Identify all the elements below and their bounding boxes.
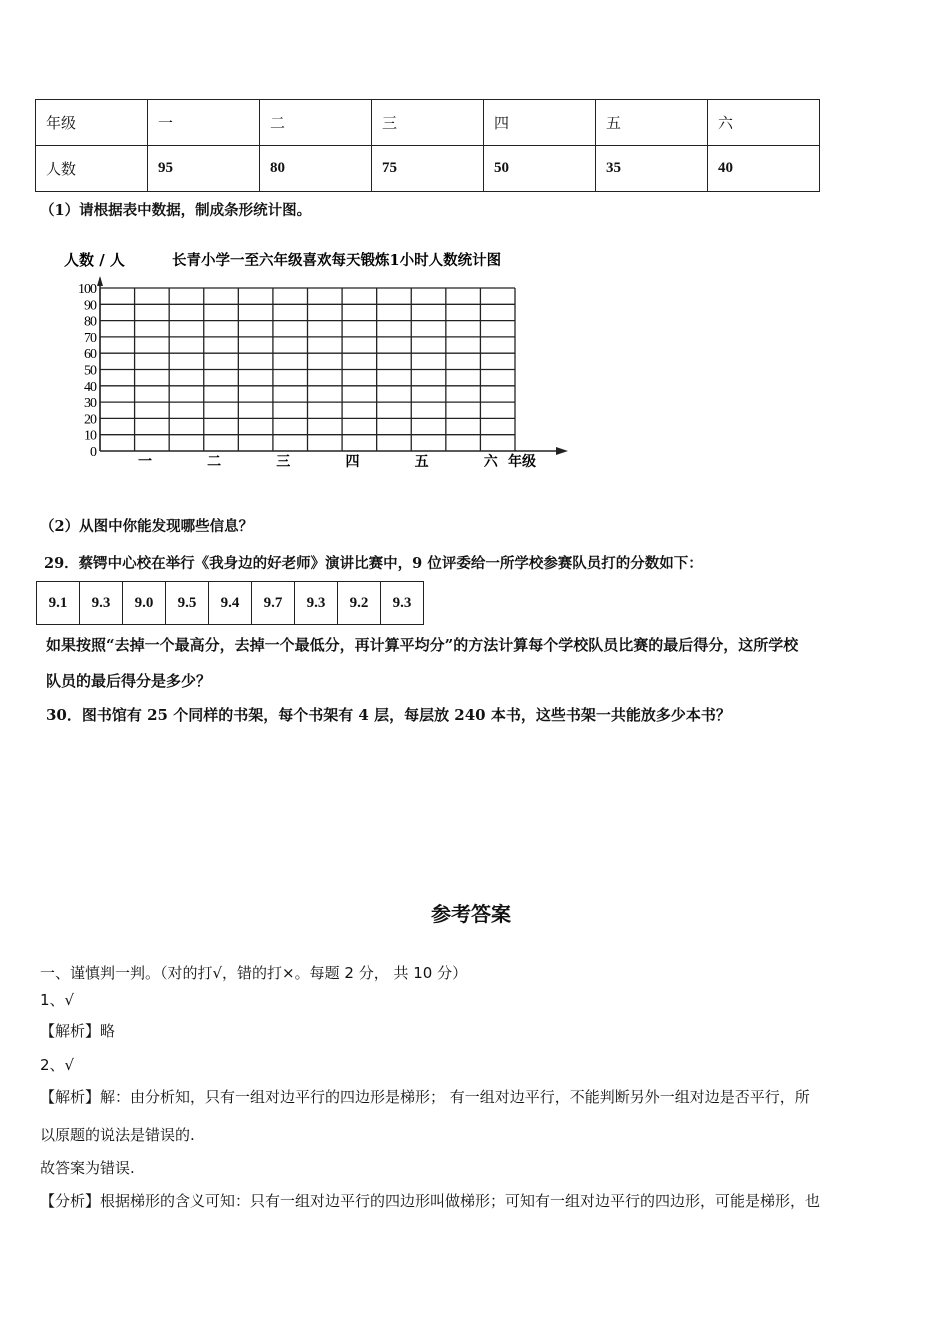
table-cell: 二 xyxy=(260,100,372,146)
answer-line: 【分析】根据梯形的含义可知：只有一组对边平行的四边形叫做梯形；可知有一组对边平行的四边形，可能是梯形，也 xyxy=(40,1192,821,1210)
answer-line: 【解析】略 xyxy=(40,1022,116,1040)
x-tick-label: 三 xyxy=(276,454,291,470)
bar-chart-grid xyxy=(0,240,600,480)
y-tick-label: 20 xyxy=(84,412,96,428)
x-axis-label: 年级 xyxy=(508,454,536,470)
y-axis-arrow-icon xyxy=(97,276,103,286)
question-1: （1）请根据表中数据，制成条形统计图。 xyxy=(40,202,312,219)
x-tick-label: 二 xyxy=(207,454,222,470)
x-tick-label: 五 xyxy=(414,454,429,470)
score-cell: 9.7 xyxy=(252,582,295,625)
score-cell: 9.3 xyxy=(80,582,123,625)
table-cell: 六 xyxy=(708,100,820,146)
answer-line: 【解析】解：由分析知，只有一组对边平行的四边形是梯形； 有一组对边平行，不能判断另外一组对边是否平行，所 xyxy=(40,1088,810,1106)
answer-line: 1、√ xyxy=(40,991,75,1009)
answer-line: 2、√ xyxy=(40,1056,75,1074)
score-cell: 9.3 xyxy=(381,582,424,625)
score-cell: 9.2 xyxy=(338,582,381,625)
y-tick-label: 70 xyxy=(84,330,96,346)
y-tick-label: 40 xyxy=(84,379,96,395)
y-tick-label: 100 xyxy=(78,282,96,297)
table-cell: 五 xyxy=(596,100,708,146)
question-2: （2）从图中你能发现哪些信息？ xyxy=(40,518,254,535)
y-tick-label: 90 xyxy=(84,298,96,314)
table-cell: 75 xyxy=(372,146,484,192)
y-tick-label: 80 xyxy=(84,314,96,330)
score-cell: 9.5 xyxy=(166,582,209,625)
y-tick-label: 10 xyxy=(84,428,96,444)
answer-line: 故答案为错误. xyxy=(40,1159,135,1177)
table-row xyxy=(36,100,820,146)
x-tick-label: 六 xyxy=(483,454,498,470)
table-cell: 40 xyxy=(708,146,820,192)
y-axis-label: 人数 / 人 xyxy=(64,251,125,269)
question-29-text-2: 队员的最后得分是多少？ xyxy=(46,672,212,690)
table-cell: 35 xyxy=(596,146,708,192)
x-tick-label: 一 xyxy=(137,454,152,470)
answers-heading: 参考答案 xyxy=(431,902,511,926)
score-cell: 9.0 xyxy=(123,582,166,625)
answer-line: 一、谨慎判一判。（对的打√，错的打×。每题 2 分， 共 10 分） xyxy=(40,964,468,982)
scores-table xyxy=(36,581,424,625)
table-cell: 95 xyxy=(148,146,260,192)
score-cell: 9.4 xyxy=(209,582,252,625)
question-29-text-1: 如果按照“去掉一个最高分，去掉一个最低分，再计算平均分”的方法计算每个学校队员比赛的最后得分，这所学校 xyxy=(46,636,799,654)
table-row xyxy=(37,582,424,625)
question-29: 29．蔡锷中心校在举行《我身边的好老师》演讲比赛中，9 位评委给一所学校参赛队员打的分数如下： xyxy=(44,555,703,572)
table-cell: 50 xyxy=(484,146,596,192)
y-tick-label: 0 xyxy=(90,445,96,460)
score-cell: 9.1 xyxy=(37,582,80,625)
table-cell: 人数 xyxy=(36,146,148,192)
table-cell: 三 xyxy=(372,100,484,146)
x-axis-arrow-icon xyxy=(556,447,568,455)
y-tick-label: 60 xyxy=(84,347,96,363)
y-tick-label: 50 xyxy=(84,363,96,379)
x-tick-label: 四 xyxy=(345,454,360,470)
grade-table xyxy=(35,99,820,192)
table-cell: 年级 xyxy=(36,100,148,146)
chart-title: 长青小学一至六年级喜欢每天锻炼1小时人数统计图 xyxy=(172,252,502,269)
table-cell: 一 xyxy=(148,100,260,146)
table-cell: 80 xyxy=(260,146,372,192)
table-cell: 四 xyxy=(484,100,596,146)
table-row xyxy=(36,146,820,192)
question-30: 30．图书馆有 25 个同样的书架，每个书架有 4 层，每层放 240 本书，这些书架一共能放多少本书？ xyxy=(46,706,731,724)
answer-line: 以原题的说法是错误的. xyxy=(40,1126,195,1144)
score-cell: 9.3 xyxy=(295,582,338,625)
y-tick-label: 30 xyxy=(84,396,96,412)
